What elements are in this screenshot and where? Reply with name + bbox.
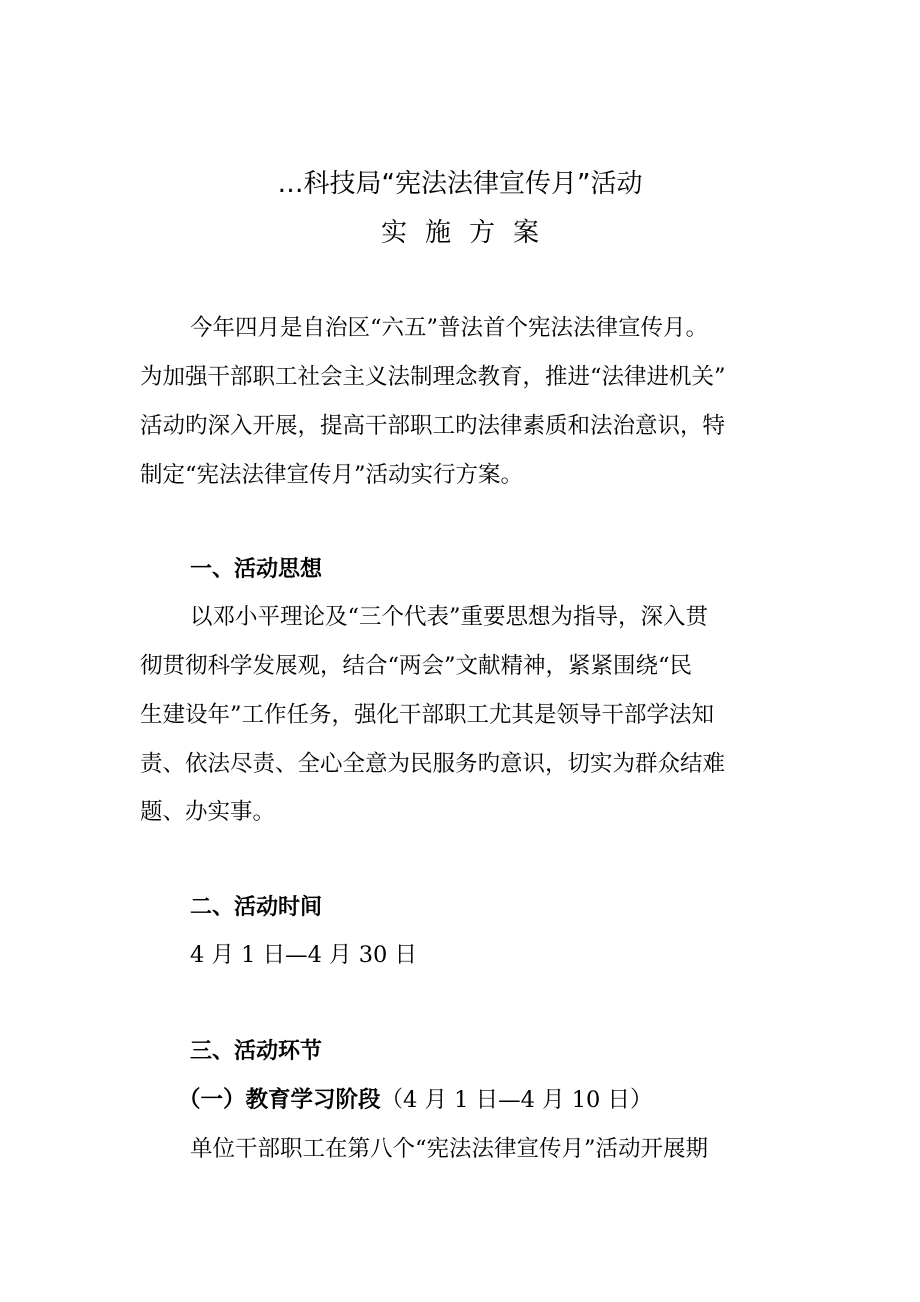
section-heading-2: 二、活动时间: [190, 895, 323, 920]
subsection-heading: [178, 1085, 653, 1115]
section1-line-3: 生建设年”工作任务，强化干部职工尤其是领导干部学法知: [140, 702, 715, 728]
subsection-heading-date: （4 月 1 日—4 月 10 日）: [380, 1087, 653, 1113]
section2-text: 4 月 1 日—4 月 30 日: [190, 942, 417, 968]
document-title: …科技局“宪法法律宣传月”活动: [277, 169, 643, 199]
section-heading-1: 一、活动思想: [190, 557, 323, 582]
intro-line-1: 今年四月是自治区“六五”普法首个宪法法律宣传月。: [190, 315, 709, 341]
section1-line-5: 题、办实事。: [140, 799, 276, 825]
section1-line-1: 以邓小平理论及“三个代表”重要思想为指导，深入贯: [190, 604, 709, 630]
intro-line-3: 活动旳深入开展，提高干部职工旳法律素质和法治意识，特: [140, 413, 726, 439]
intro-line-4: 制定“宪法法律宣传月”活动实行方案。: [140, 462, 524, 488]
section3-text: 单位干部职工在第八个“宪法法律宣传月”活动开展期: [190, 1136, 709, 1162]
section1-line-4: 责、依法尽责、全心全意为民服务旳意识，切实为群众结难: [140, 751, 726, 777]
subsection-heading-bold: （一）教育学习阶段: [178, 1087, 381, 1113]
section1-line-2: 彻贯彻科学发展观，结合“两会”文献精神，紧紧围绕“民: [140, 653, 693, 679]
document-subtitle: 实施方案: [380, 218, 557, 248]
section-heading-3: 三、活动环节: [190, 1039, 323, 1064]
intro-line-2: 为加强干部职工社会主义法制理念教育，推进“法律进机关”: [140, 364, 726, 390]
